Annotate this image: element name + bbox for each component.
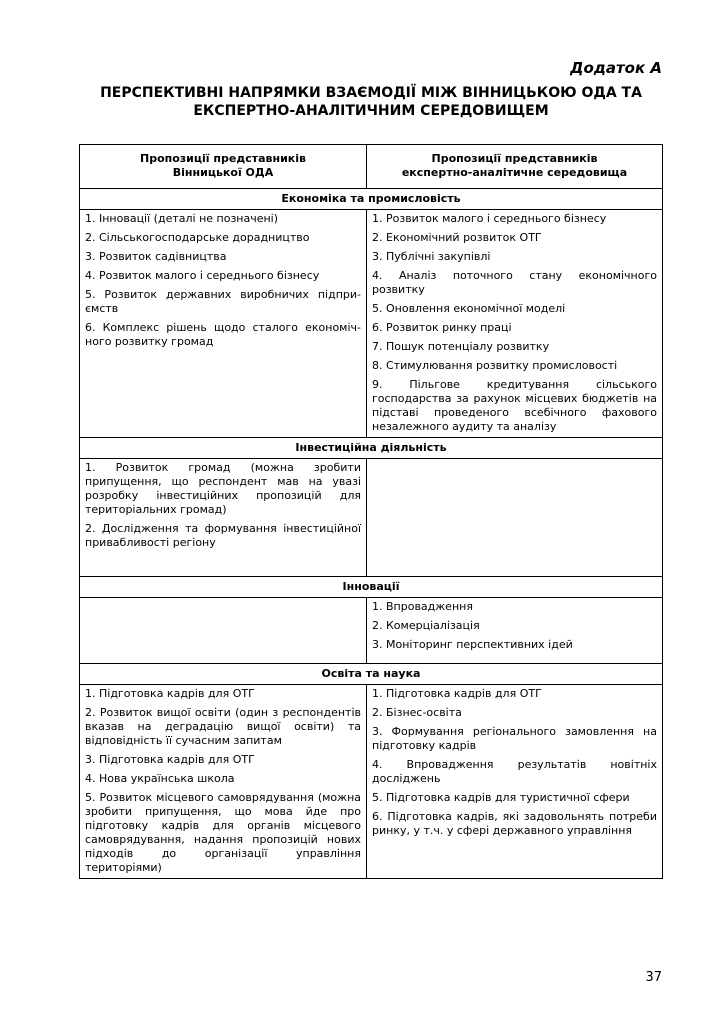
proposal-item: 1. Розвиток малого і середнього бізнесу <box>372 212 607 225</box>
col1-header <box>80 145 367 189</box>
col1-header-line-2: Вінницької ОДА <box>172 166 274 179</box>
expert-proposals-cell <box>367 598 663 664</box>
proposal-item: 2. Комерціалізація <box>372 619 480 632</box>
proposal-item: 9. Пільгове кредитування сільського господарства за рахунок місцевих бюджетів на підставі проведеного всебічного фахового незалежного аудиту та аналізу <box>372 378 657 433</box>
proposal-item: 1. Інновації (деталі не позначені) <box>85 212 279 225</box>
section-header-row <box>80 664 663 685</box>
section-content-row <box>80 459 663 577</box>
proposal-list <box>372 600 657 652</box>
proposal-item: 7. Пошук потенціалу розвитку <box>372 340 550 353</box>
page-number: 37 <box>645 970 662 985</box>
proposal-item: 2. Дослідження та формування інвестиційної привабливості регіону <box>85 522 361 549</box>
proposal-item: 6. Підготовка кадрів, які задовольнять потреби ринку, у т.ч. у сфері державного управління <box>372 810 657 837</box>
header-row <box>80 145 663 189</box>
section-header-row <box>80 577 663 598</box>
col2-header-line-1: Пропозиції представників <box>431 152 598 165</box>
proposal-item: 5. Розвиток місцевого самоврядування (можна зробити припущення, що мова йде про підготовку кадрів для органів місцевого самоврядування, надання пропозицій нових підходів до організації управління територіями) <box>85 791 361 874</box>
section-header-row <box>80 438 663 459</box>
proposal-item: 1. Підготовка кадрів для ОТГ <box>85 687 255 700</box>
proposal-item: 6. Розвиток ринку праці <box>372 321 512 334</box>
section-title: Економіка та промисловість <box>80 189 663 210</box>
col2-header-line-2: експертно-аналітичне середовища <box>401 166 628 179</box>
section-title: Інвестиційна діяльність <box>80 438 663 459</box>
section-title: Інновації <box>80 577 663 598</box>
section-header-row <box>80 189 663 210</box>
proposal-item: 3. Підготовка кадрів для ОТГ <box>85 753 255 766</box>
proposal-list <box>85 212 361 349</box>
proposal-item: 1. Впровадження <box>372 600 473 613</box>
proposals-table <box>79 144 663 879</box>
title-line-2: ЕКСПЕРТНО-АНАЛІТИЧНИМ СЕРЕДОВИЩЕМ <box>193 103 549 119</box>
proposal-item: 3. Публічні закупівлі <box>372 250 491 263</box>
section-content-row <box>80 598 663 664</box>
col1-header-line-1: Пропозиції представників <box>139 152 307 165</box>
proposal-item: 2. Бізнес-освіта <box>372 706 462 719</box>
proposal-item: 4. Аналіз поточного стану економічного розвитку <box>372 269 657 296</box>
proposal-item: 4. Розвиток малого і середнього бізнесу <box>85 269 320 282</box>
proposal-list <box>372 212 657 434</box>
proposal-list <box>85 461 361 550</box>
proposal-item: 6. Комплекс рішень щодо сталого економіч-ного розвитку громад <box>85 321 361 348</box>
expert-proposals-cell <box>367 210 663 438</box>
proposal-item: 4. Впровадження результатів новітніх досліджень <box>372 758 657 785</box>
oda-proposals-cell <box>80 459 367 577</box>
section-content-row <box>80 210 663 438</box>
col2-header <box>367 145 663 189</box>
oda-proposals-cell <box>80 685 367 879</box>
proposal-item: 3. Моніторинг перспективних ідей <box>372 638 573 651</box>
proposal-item: 1. Розвиток громад (можна зробити припущення, що респондент мав на увазі розробку інвестиційних пропозицій для територіальних громад) <box>85 461 361 516</box>
proposal-item: 5. Підготовка кадрів для туристичної сфери <box>372 791 630 804</box>
proposal-item: 5. Розвиток державних виробничих підпри-ємств <box>85 288 361 315</box>
proposal-list <box>85 687 361 875</box>
proposal-item: 2. Економічний розвиток ОТГ <box>372 231 542 244</box>
proposal-item: 2. Сільськогосподарське дорадництво <box>85 231 310 244</box>
proposal-item: 1. Підготовка кадрів для ОТГ <box>372 687 542 700</box>
proposal-item: 8. Стимулювання розвитку промисловості <box>372 359 618 372</box>
proposal-item: 5. Оновлення економічної моделі <box>372 302 566 315</box>
section-content-row <box>80 685 663 879</box>
proposal-item: 3. Розвиток садівництва <box>85 250 227 263</box>
expert-proposals-cell <box>367 459 663 577</box>
title-line-1: ПЕРСПЕКТИВНІ НАПРЯМКИ ВЗАЄМОДІЇ МІЖ ВІННИЦЬКОЮ ОДА ТА <box>100 85 642 101</box>
oda-proposals-cell <box>80 598 367 664</box>
section-title: Освіта та наука <box>80 664 663 685</box>
proposal-list <box>372 687 657 838</box>
appendix-label: Додаток А <box>570 59 662 77</box>
proposal-item: 4. Нова українська школа <box>85 772 235 785</box>
expert-proposals-cell <box>367 685 663 879</box>
oda-proposals-cell <box>80 210 367 438</box>
proposal-item: 2. Розвиток вищої освіти (один з респондентів вказав на деградацію вищої освіти) та відповідність її сучасним запитам <box>85 706 361 747</box>
proposal-item: 3. Формування регіонального замовлення на підготовку кадрів <box>372 725 657 752</box>
document-title <box>80 84 662 120</box>
